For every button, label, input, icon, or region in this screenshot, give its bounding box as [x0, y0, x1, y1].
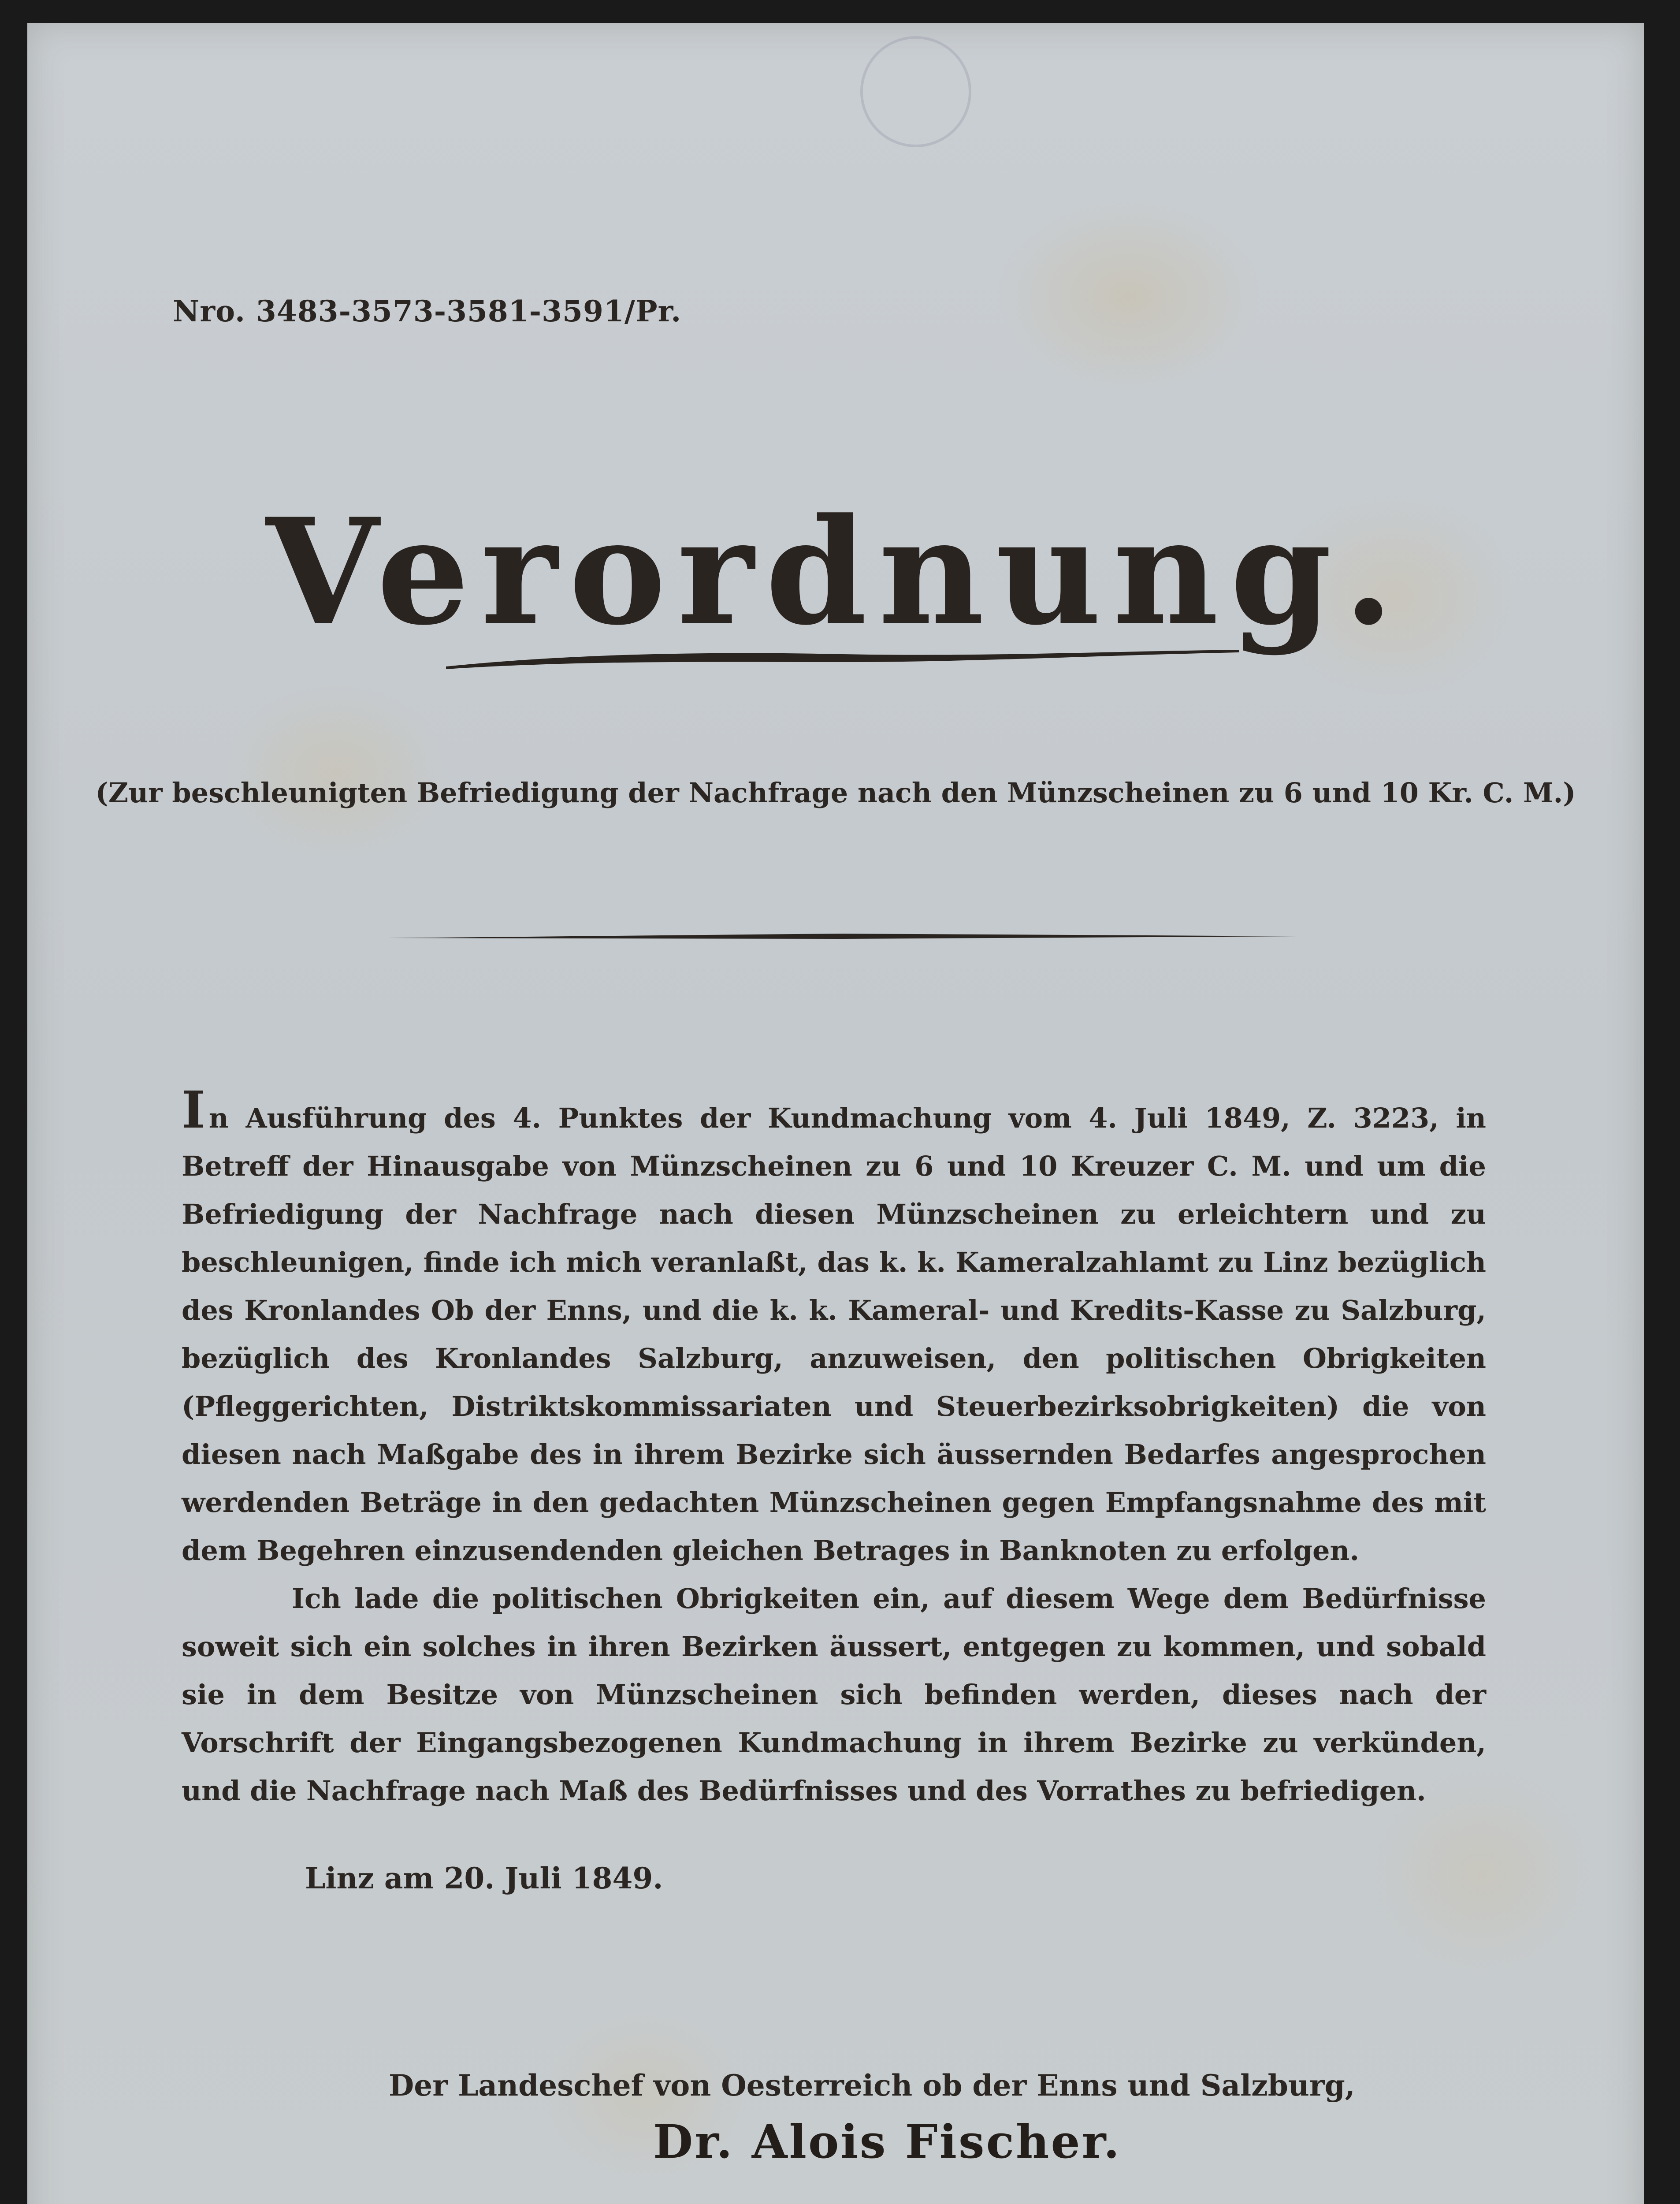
drop-cap: I [182, 1080, 205, 1140]
paper-sheet [27, 23, 1644, 2204]
document-body [182, 1080, 1486, 1815]
title-swash-ornament [446, 649, 1239, 680]
date-line: Linz am 20. Juli 1849. [305, 1861, 663, 1895]
signatory-name: Dr. Alois Fischer. [653, 2115, 1122, 2169]
body-paragraph-1-text: n Ausführung des 4. Punktes der Kundmachung vom 4. Juli 1849, Z. 3223, in Betreff der Hinausgabe von Münzscheinen zu 6 und 10 Kreuzer C. M. und um die Befriedigung der Nachfrage nach diesen Münzscheinen zu erleichtern und zu beschleunigen, finde ich mich veranlaßt, das k. k. Kameralzahlamt zu Linz bezüglich des Kronlandes Ob der Enns, und die k. k. Kameral- und Kredits-Kasse zu Salzburg, bezüglich des Kronlandes Salzburg, anzuweisen, den politischen Obrigkeiten (Pfleggerichten, Distriktskommissariaten und Steuerbezirksobrigkeiten) die von diesen nach Maßgabe des in ihrem Bezirke sich äussernden Bedarfes angesprochen werdenden Beträge in den gedachten Münzscheinen gegen Empfangsnahme des mit dem Begehren einzusendenden gleichen Betrages in Banknoten zu erfolgen. [182, 1102, 1486, 1567]
document-subtitle: (Zur beschleunigten Befriedigung der Nachfrage nach den Münzscheinen zu 6 und 10 Kr. C. M.) [95, 777, 1576, 809]
body-paragraph-2: Ich lade die politischen Obrigkeiten ein, auf diesem Wege dem Bedürfnisse soweit sich ein solches in ihren Bezirken äussert, entgegen zu kommen, und sobald sie in dem Besitze von Münzscheinen sich befinden werden, dieses nach der Vorschrift der Eingangsbezogenen Kundmachung in ihrem Bezirke zu verkünden, und die Nachfrage nach Maß des Bedürfnisses und des Vorrathes zu befriedigen. [182, 1582, 1486, 1807]
signatory-title: Der Landeschef von Oesterreich ob der Enns und Salzburg, [389, 2068, 1355, 2103]
section-divider [389, 931, 1297, 944]
faded-stamp-icon [860, 36, 971, 147]
reference-number: Nro. 3483-3573-3581-3591/Pr. [173, 294, 682, 328]
body-paragraph-1 [182, 1080, 1486, 1575]
document-title: Verordnung. [266, 486, 1405, 657]
